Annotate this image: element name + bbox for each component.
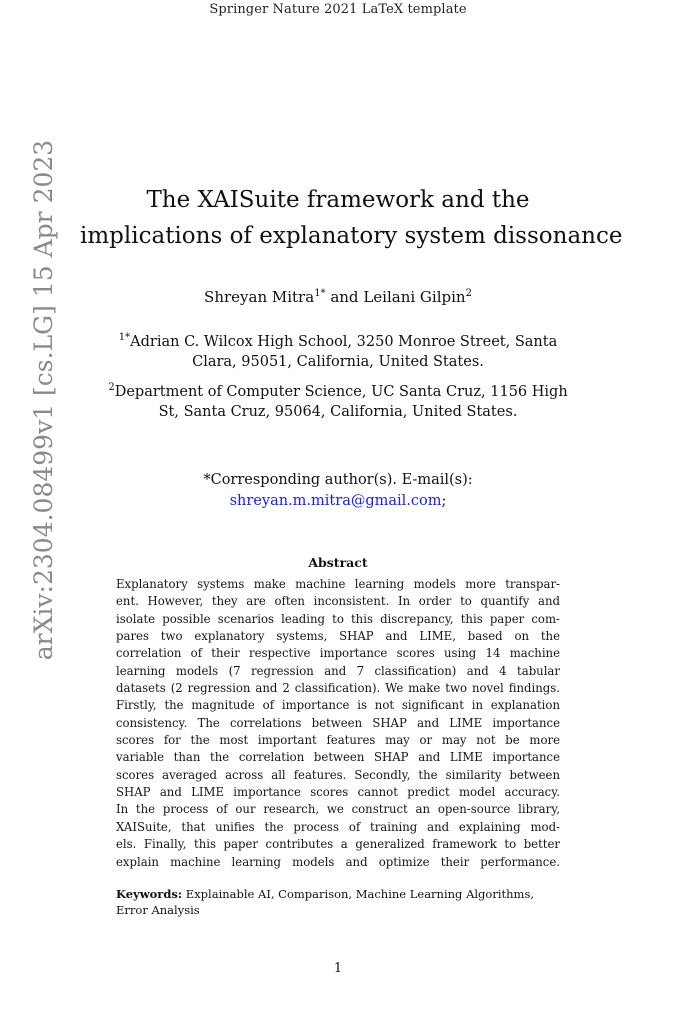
affiliation-2-line-2: St, Santa Cruz, 95064, California, United States.	[158, 404, 518, 420]
corresponding-label: *Corresponding author(s). E-mail(s):	[203, 472, 473, 488]
keywords-line-1: Explainable AI, Comparison, Machine Learning Algorithms,	[185, 887, 534, 901]
running-header: Springer Nature 2021 LaTeX template	[209, 2, 467, 17]
keywords-line-2: Error Analysis	[116, 903, 200, 917]
abstract-line: scores for the most important features may or may not be more	[116, 733, 560, 748]
title-line-1: The XAISuite framework and the	[146, 187, 530, 213]
keywords	[116, 886, 560, 918]
abstract-line: variable than the correlation between SHAP and LIME importance	[116, 750, 560, 765]
affiliation-2-line-1: Department of Computer Science, UC Santa Cruz, 1156 High	[114, 384, 568, 400]
email-suffix: ;	[441, 493, 447, 509]
abstract-line: correlation of their respective importance scores using 14 machine	[116, 646, 560, 661]
paper-title	[80, 182, 623, 254]
author-connector: and	[325, 288, 364, 306]
abstract-line: Firstly, the magnitude of importance is not significant in explanation	[116, 698, 560, 713]
abstract-line: XAISuite, that unifies the process of training and explaining mod-	[116, 819, 560, 834]
abstract-line: isolate possible scenarios leading to this discrepancy, this paper com-	[116, 611, 560, 626]
email-link[interactable]: shreyan.m.mitra@gmail.com	[229, 493, 442, 509]
affiliation-mark-1: 1*	[118, 332, 131, 343]
abstract-line: explain machine learning models and optimize their performance.	[116, 854, 560, 869]
abstract-line: ent. However, they are often inconsistent. In order to quantify and	[116, 594, 560, 609]
author-mark-2: 2	[465, 288, 472, 299]
author-list	[80, 288, 596, 306]
author-mark-1: 1*	[314, 288, 326, 299]
abstract-body	[116, 576, 560, 871]
abstract-line: scores averaged across all features. Secondly, the similarity between	[116, 767, 560, 782]
abstract-line: pares two explanatory systems, SHAP and LIME, based on the	[116, 629, 560, 644]
title-line-2: implications of explanatory system dissonance	[80, 223, 623, 249]
abstract-line: learning models (7 regression and 7 classification) and 4 tabular	[116, 663, 560, 678]
abstract-line: Explanatory systems make machine learning models more transpar-	[116, 577, 560, 591]
author-name-1: Shreyan Mitra	[204, 288, 315, 306]
affiliation-2	[100, 382, 576, 422]
corresponding-author	[100, 470, 576, 512]
affiliation-1-line-1: Adrian C. Wilcox High School, 3250 Monroe Street, Santa	[130, 334, 558, 350]
keywords-label: Keywords:	[116, 887, 183, 901]
affiliation-1	[100, 332, 576, 372]
affiliation-1-line-2: Clara, 95051, California, United States.	[192, 354, 484, 370]
abstract-line: els. Finally, this paper contributes a generalized framework to better	[116, 837, 560, 852]
abstract-heading: Abstract	[308, 555, 368, 570]
abstract-line: datasets (2 regression and 2 classification). We make two novel findings.	[116, 681, 560, 696]
author-name-2: Leilani Gilpin	[363, 288, 466, 306]
abstract-line: In the process of our research, we construct an open-source library,	[116, 802, 560, 817]
arxiv-identifier-stamp: arXiv:2304.08499v1 [cs.LG] 15 Apr 2023	[29, 139, 58, 661]
abstract-line: consistency. The correlations between SHAP and LIME importance	[116, 715, 560, 730]
page-number: 1	[333, 961, 343, 976]
abstract-line: SHAP and LIME importance scores cannot predict model accuracy.	[116, 785, 560, 800]
affiliation-mark-2: 2	[108, 382, 115, 393]
